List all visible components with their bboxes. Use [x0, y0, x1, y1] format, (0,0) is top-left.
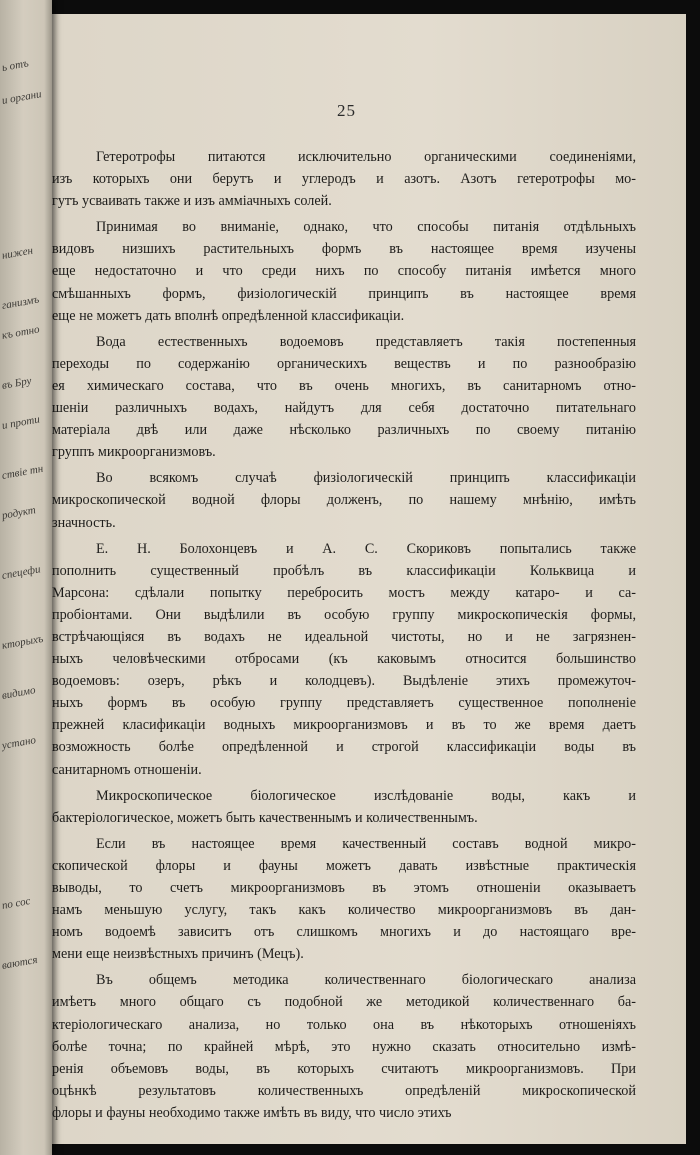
- text-line: гутъ усваивать также и изъ аммiачныхъ солей.: [52, 193, 332, 210]
- margin-fragment: родукт: [0, 504, 37, 522]
- text-line: шеніи различныхъ водахъ, найдутъ для себя достаточно питательнаго: [52, 400, 636, 417]
- paragraph: [52, 538, 636, 781]
- text-line: ныхъ человѣческими отбросами (къ каковымъ относится большинство: [52, 651, 636, 668]
- text-line: Принимая во вниманіе, однако, что способы питанія отдѣльныхъ: [96, 219, 636, 236]
- body-text: [52, 146, 636, 1124]
- text-line: намъ меньшую услугу, такъ какъ количество микроорганизмовъ въ дан-: [52, 902, 636, 919]
- text-line: ктеріологическаго анализа, но только она въ нѣкоторыхъ отношеніяхъ: [52, 1016, 636, 1033]
- text-line: пополнить существенный пробѣлъ въ классификаціи Кольквица и: [52, 562, 636, 579]
- text-line: Микроскопическое біологическое изслѣдованіе воды, какъ и: [96, 787, 636, 804]
- text-line: скопической флоры и фауны можетъ давать извѣстные практическія: [52, 857, 636, 874]
- text-line: переходы по содержанію органическихъ веществъ и по разнообразію: [52, 355, 636, 372]
- text-line: санитарномъ отношеніи.: [52, 761, 202, 778]
- text-line: еще не можетъ дать вполнѣ опредѣленной классификаціи.: [52, 307, 405, 324]
- text-line: видовъ низшихъ растительныхъ формъ въ настоящее время изучены: [52, 241, 636, 258]
- text-line: встрѣчающіяся въ водахъ не идеальной чистоты, но и не загрязнен-: [52, 628, 636, 645]
- text-line: Е. Н. Болохонцевъ и А. С. Скориковъ попытались также: [96, 540, 636, 557]
- book-page: [40, 14, 686, 1144]
- text-line: ныхъ формъ въ особую группу представляетъ существенное пополненіе: [52, 695, 636, 712]
- text-line: выводы, то счетъ микроорганизмовъ въ этомъ отношеніи оказываетъ: [52, 880, 636, 896]
- text-line: водоемовъ: озеръ, рѣкъ и колодцевъ). Выдѣленіе этихъ промежуточ-: [52, 673, 636, 690]
- text-line: Марсона: сдѣлали попытку перебросить мостъ между катаро- и са-: [52, 584, 636, 601]
- text-line: возможность болѣе опредѣленной и строгой классификаціи воды въ: [52, 739, 636, 756]
- text-line: ея химическаго состава, что въ очень многихъ, въ санитарномъ отно-: [52, 377, 636, 394]
- text-line: флоры и фауны необходимо также имѣть въ виду, что число этихъ: [52, 1104, 452, 1121]
- margin-fragment: въ Бру: [0, 374, 33, 392]
- text-line: пробіонтами. Они выдѣлили въ особую группу микроскопическія формы,: [52, 606, 636, 623]
- text-line: изъ которыхъ они берутъ и углеродъ и азотъ. Азотъ гетеротрофы мо-: [52, 171, 636, 188]
- margin-fragment: ь отъ: [0, 57, 30, 74]
- text-line: микроскопической водной флоры долженъ, по нашему мнѣнію, имѣть: [52, 492, 636, 509]
- margin-fragment: ганизмъ: [0, 293, 40, 312]
- text-line: Если въ настоящее время качественный составъ водной микро-: [96, 835, 636, 852]
- margin-fragment: кторыхъ: [0, 632, 45, 652]
- paragraph: [52, 833, 636, 966]
- facing-page-edge: [0, 0, 52, 1155]
- margin-fragment: видимо: [0, 684, 37, 702]
- text-line: оцѣнкѣ результатовъ количественныхъ опредѣленій микроскопической: [52, 1082, 636, 1099]
- paragraph: [52, 216, 636, 326]
- margin-fragment: по сос: [0, 895, 32, 912]
- margin-fragment: и проти: [0, 413, 41, 432]
- text-line: болѣе точна; по крайней мѣрѣ, это нужно сказать относительно измѣ-: [52, 1038, 636, 1055]
- text-line: еще недостаточно и что среди нихъ по способу питанія имѣется много: [52, 263, 636, 280]
- text-line: ренія объемовъ воды, въ которыхъ считаютъ микроорганизмовъ. При: [52, 1060, 636, 1077]
- text-line: группъ микроорганизмовъ.: [52, 444, 216, 461]
- paragraph: [52, 146, 636, 212]
- text-line: Вода естественныхъ водоемовъ представляетъ такія постепенныя: [96, 333, 636, 350]
- text-line: номъ водоемѣ зависитъ отъ слишкомъ многихъ и до настоящаго вре-: [52, 924, 636, 941]
- margin-fragment: нижен: [0, 244, 34, 262]
- text-line: смѣшанныхъ формъ, физіологическій принципъ въ настоящее время: [52, 285, 636, 302]
- text-line: Во всякомъ случаѣ физіологическій принципъ классификаціи: [96, 470, 636, 487]
- margin-fragment: спецефи: [0, 563, 42, 582]
- text-line: имѣетъ много общаго съ подобной же методикой количественнаго ба-: [52, 994, 636, 1011]
- page-number: 25: [337, 101, 356, 120]
- margin-fragment: устано: [0, 734, 37, 752]
- text-line: матеріала двѣ или даже нѣсколько различныхъ по своему питанію: [52, 422, 636, 439]
- margin-fragment: ваются: [0, 953, 39, 972]
- paragraph: [52, 467, 636, 533]
- margin-fragment: къ отно: [0, 323, 41, 342]
- paragraph: [52, 785, 636, 829]
- text-line: бактеріологическое, можетъ быть качественнымъ и количественнымъ.: [52, 809, 478, 826]
- text-line: значность.: [52, 514, 116, 531]
- paragraph: [52, 331, 636, 464]
- text-line: Гетеротрофы питаются исключительно органическими соединеніями,: [96, 149, 636, 165]
- margin-fragment: и органи: [0, 88, 43, 107]
- text-line: мени еще неизвѣстныхъ причинъ (Мецъ).: [52, 946, 304, 963]
- paragraph: [52, 969, 636, 1124]
- text-line: Въ общемъ методика количественнаго біологическаго анализа: [96, 972, 636, 989]
- text-line: прежней класификаціи водныхъ микроорганизмовъ и въ то же время даетъ: [52, 717, 636, 734]
- margin-fragment: ствіе тн: [0, 462, 45, 482]
